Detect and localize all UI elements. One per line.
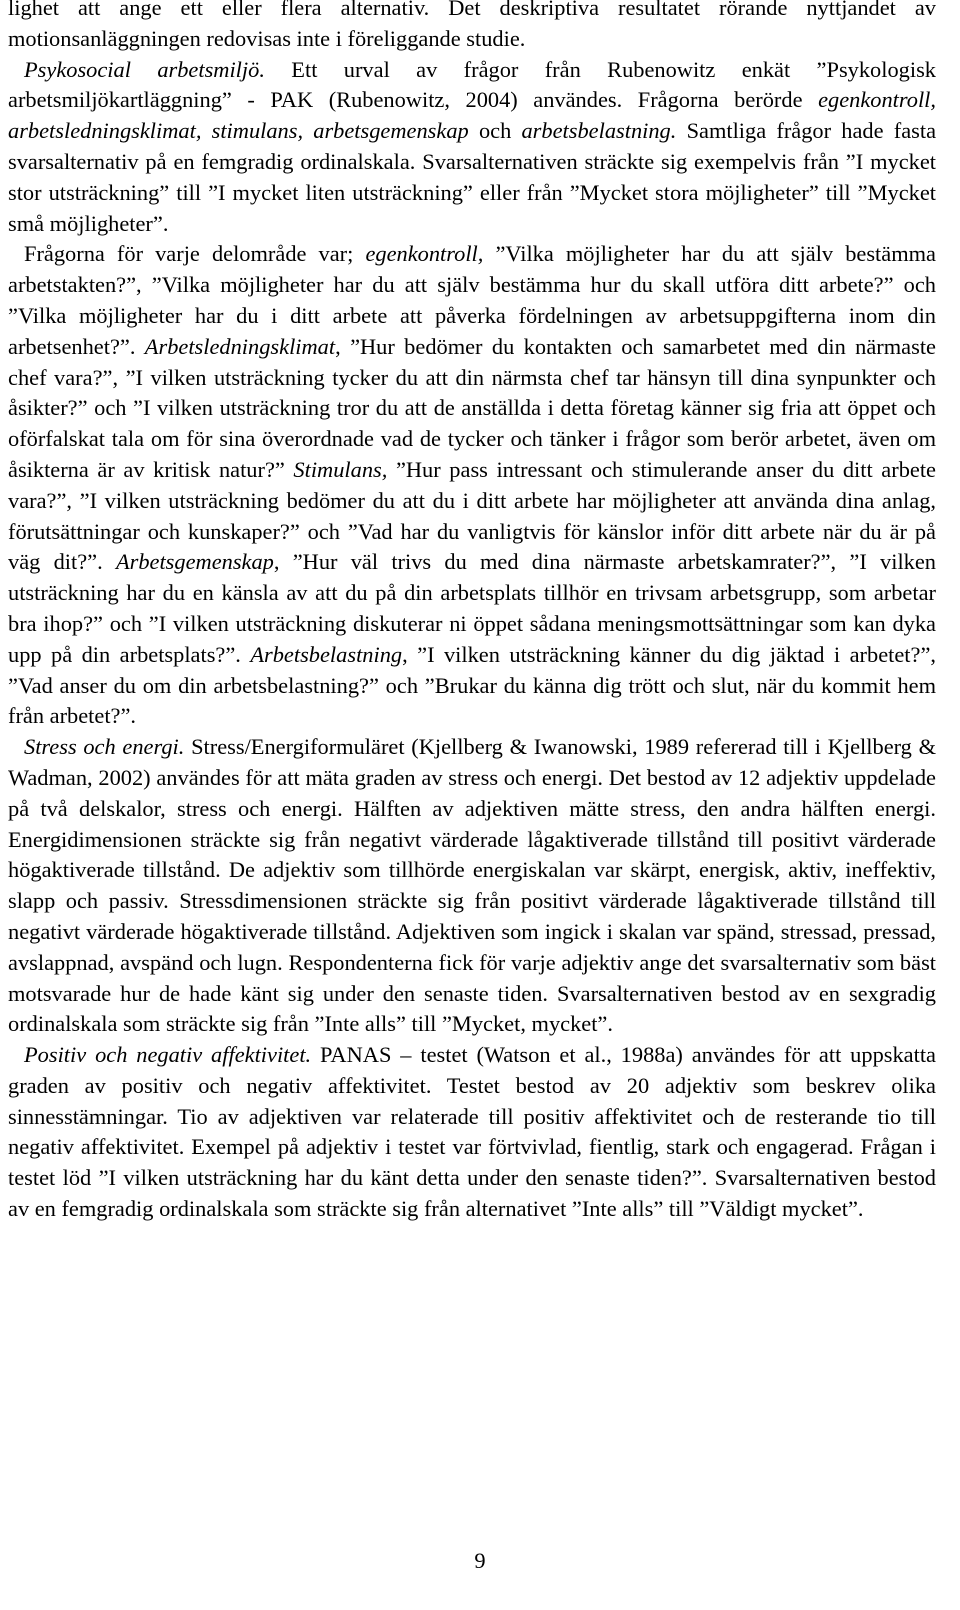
text-run: , ”Hur bedömer du kontakten och samarbetet med din närmaste chef vara?”, ”I vilken utsträckning tycker du att din närmsta chef tar hänsyn till dina synpunkter och åsikter?” och ”I vilken utsträckning tror du att de anställda i detta företag känner sig fria att öppet och oförfalskat tala om för sina överordnade vad de tycker och tänker i frågor som berör arbetet, även om åsikterna är av kritisk natur?” [8, 333, 936, 482]
italic-text-run: arbetsbelastning. [521, 118, 677, 144]
text-run: Samtliga frågor hade fasta svarsalternativ på en femgradig ordinalskala. Svarsalternativen sträckte sig exempelvis från ”I mycket stor utsträckning” till ”I mycket liten utsträckning” eller från ”Mycket stora möjligheter” till ”Mycket små möjligheter”. [8, 118, 937, 236]
italic-text-run: Arbetsledningsklimat [144, 333, 336, 359]
text-run: Frågorna för varje delområde var; [24, 241, 366, 267]
italic-text-run: Psykosocial arbetsmiljö. [24, 56, 265, 82]
paragraph-fragorna [8, 239, 936, 732]
italic-text-run: Arbetsbelastning [250, 641, 403, 667]
italic-text-run: Stress och energi. [24, 734, 185, 760]
italic-text-run: Arbetsgemenskap [115, 549, 274, 575]
text-run: och [468, 118, 522, 144]
italic-text-run: Positiv och negativ affektivitet. [24, 1042, 312, 1068]
text-run: PANAS – testet (Watson et al., 1988a) användes för att uppskatta graden av positiv och negativ affektivitet. Testet bestod av 20 adjektiv som beskrev olika sinnesstämningar. Tio av adjektiven var relaterade till positiv affektivitet och de resterande tio till negativ affektivitet. Exempel på adjektiv i testet var förtvivlad, fientlig, stark och engagerad. Frågan i testet löd ”I vilken utsträckning har du känt detta under den senaste tiden?”. Svarsalternativen bestod av en femgradig ordinalskala som sträckte sig från alternativet ”Inte alls” till ”Väldigt mycket”. [8, 1042, 936, 1222]
italic-text-run: Stimulans, [293, 456, 388, 482]
text-run: ”Hur pass intressant och stimulerande anser du ditt arbete vara?”, ”I vilken utsträckning bedömer du att du i ditt arbete har möjligheter att använda dina anlag, förutsättningar och kunskaper?” och ”Vad har du vanligtvis för känslor inför ditt arbete när du är på väg dit?”. [8, 456, 936, 575]
text-run: Stress/Energiformuläret (Kjellberg & Iwanowski, 1989 refererad till i Kjellberg & Wadman, 2002) användes för att mäta graden av stress och energi. Det bestod av 12 adjektiv uppdelade på två delskalor, stress och energi. Hälften av adjektiven mätte stress, den andra hälften energi. Energidimensionen sträckte sig från negativt värderade lågaktiverade tillstånd till positivt värderade högaktiverade tillstånd. De adjektiv som tillhörde energiskalan var skärpt, energisk, aktiv, ineffektiv, slapp och passiv. Stressdimensionen sträckte sig från positivt värderade lågaktiverade tillstånd till negativt värderade högaktiverade tillstånd. Adjektiven som ingick i skalan var spänd, stressad, pressad, avslappnad, avspänd och lugn. Respondenterna fick för varje adjektiv ange det svarsalternativ som bäst motsvarade hur de hade känt sig under den senaste tiden. Svarsalternativen bestod av en sexgradig ordinalskala som sträckte sig från ”Inte alls” till ”Mycket, mycket”. [8, 734, 936, 1037]
paragraph-psykosocial [8, 55, 936, 240]
italic-text-run: egenkontroll, [365, 241, 484, 267]
text-run: ”Vilka möjligheter har du att själv bestämma arbetstakten?”, ”Vilka möjligheter har du att själv bestämma hur du skall utföra ditt arbete?” och ”Vilka möjligheter har du i ditt arbete att påverka fördelningen av arbetsuppgifterna inom din arbetsenhet?”. [8, 241, 936, 359]
paragraph-continued [8, 0, 936, 55]
body-text [8, 0, 936, 1225]
page-number: 9 [474, 1548, 486, 1573]
text-run: Ett urval av frågor från Rubenowitz enkät ”Psykologisk arbetsmiljökartläggning” - PAK (Rubenowitz, 2004) användes. Frågorna berörde [8, 56, 936, 113]
document-page [8, 0, 936, 1225]
text-run: , ”I vilken utsträckning känner du dig jäktad i arbetet?”, ”Vad anser du om din arbetsbelastning?” och ”Brukar du känna dig trött och slut, när du kommit hem från arbetet?”. [8, 641, 936, 729]
italic-text-run: egenkontroll, arbetsledningsklimat, stimulans, arbetsgemenskap [8, 87, 936, 144]
text-run: lighet att ange ett eller flera alternativ. Det deskriptiva resultatet rörande nyttjandet av motionsanläggningen redovisas inte i föreliggande studie. [8, 0, 936, 51]
paragraph-positiv [8, 1040, 936, 1225]
paragraph-stress [8, 732, 936, 1040]
text-run: , ”Hur väl trivs du med dina närmaste arbetskamrater?”, ”I vilken utsträckning har du en känsla av att du på din arbetsplats tillhör en trivsam arbetsgrupp, som arbetar bra ihop?” och ”I vilken utsträckning diskuterar ni öppet sådana meningsmottsättningar som kan dyka upp på din arbetsplats?”. [8, 549, 937, 667]
